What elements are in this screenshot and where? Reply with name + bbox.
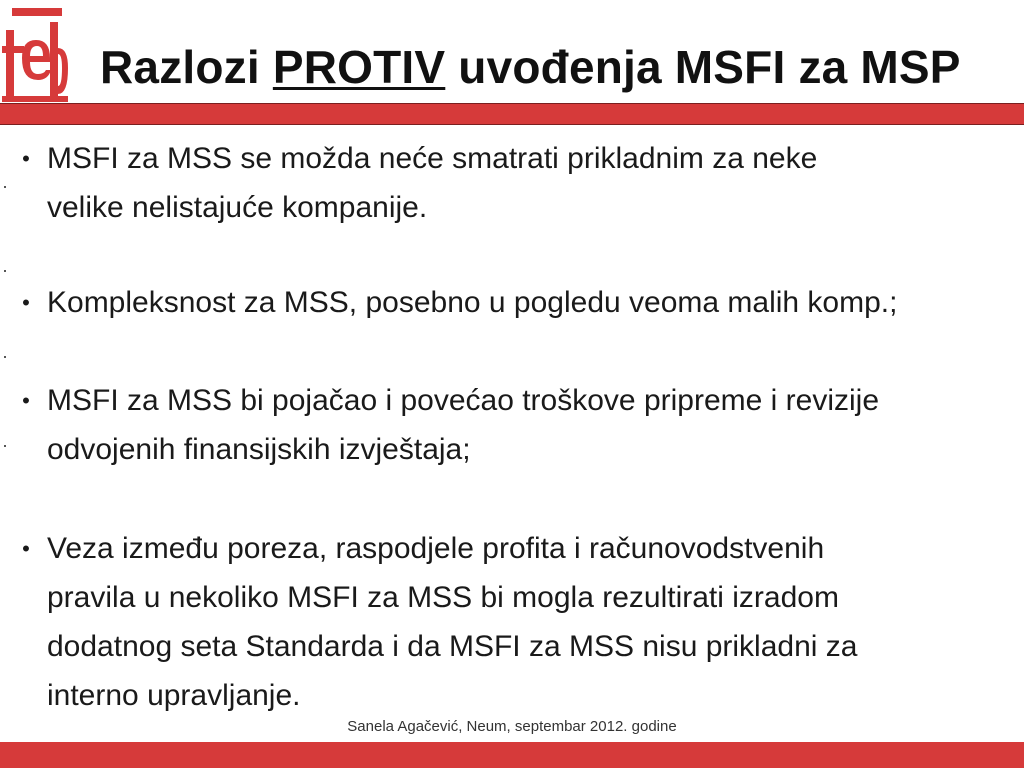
margin-tick xyxy=(4,356,6,358)
title-suffix: uvođenja MSFI za MSP xyxy=(445,41,961,93)
footer-caption: Sanela Agačević, Neum, septembar 2012. godine xyxy=(347,718,677,735)
bullet-line: velike nelistajuće kompanije. xyxy=(47,191,428,224)
title-prefix: Razlozi xyxy=(100,41,273,93)
bullet-dot-icon: • xyxy=(22,146,30,171)
margin-tick xyxy=(4,270,6,272)
bullet-dot-icon: • xyxy=(22,290,30,315)
footer-band xyxy=(0,742,1024,768)
bullet-dot-icon: • xyxy=(22,536,30,561)
bullet-item xyxy=(14,134,1004,232)
bullet-line: MSFI za MSS se možda neće smatrati prikladnim za neke xyxy=(47,142,818,175)
title-divider-band xyxy=(0,103,1024,125)
margin-tick xyxy=(4,445,6,447)
bullet-line: pravila u nekoliko MSFI za MSS bi mogla rezultirati izradom xyxy=(47,581,839,614)
bullet-dot-icon: • xyxy=(22,388,30,413)
bullet-line: Kompleksnost za MSS, posebno u pogledu veoma malih komp.; xyxy=(47,286,898,319)
bullet-item xyxy=(14,278,1004,327)
title-underlined-word: PROTIV xyxy=(272,41,446,93)
bullet-line: odvojenih finansijskih izvještaja; xyxy=(47,433,471,466)
bullet-line: Veza između poreza, raspodjele profita i računovodstvenih xyxy=(47,532,825,565)
bullet-line: MSFI za MSS bi pojačao i povećao troškove pripreme i revizije xyxy=(47,384,880,417)
margin-tick xyxy=(4,186,6,188)
bullet-item xyxy=(14,376,1004,474)
slide-title xyxy=(100,40,961,94)
bullet-line: interno upravljanje. xyxy=(47,679,301,712)
bullet-line: dodatnog seta Standarda i da MSFI za MSS nisu prikladni za xyxy=(47,630,858,663)
feb-logo-icon xyxy=(2,8,68,104)
bullet-item xyxy=(14,524,1004,720)
